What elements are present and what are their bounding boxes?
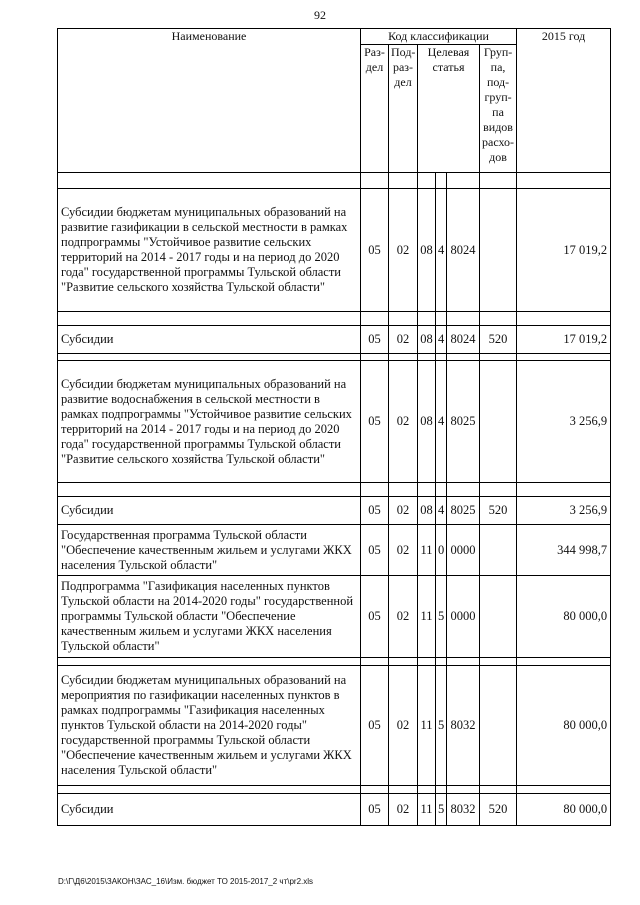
row-amount: 3 256,9	[517, 361, 611, 483]
row-section: 05	[361, 361, 389, 483]
row-expense-group	[480, 361, 517, 483]
row-expense-group: 520	[480, 794, 517, 826]
row-direction-code: 0000	[447, 576, 480, 658]
row-subprogram-code: 4	[436, 326, 447, 354]
row-amount: 80 000,0	[517, 576, 611, 658]
table-row	[58, 189, 611, 312]
row-program-code: 11	[418, 794, 436, 826]
row-section: 05	[361, 666, 389, 786]
row-program-code: 11	[418, 525, 436, 576]
row-amount: 17 019,2	[517, 189, 611, 312]
row-subsection: 02	[389, 326, 418, 354]
row-direction-code: 8025	[447, 361, 480, 483]
row-name: Подпрограмма "Газификация населенных пунктов Тульской области на 2014-2020 годы" государственной программы Тульской области "Обеспечение качественным жильем и услугами ЖКХ населения Тульской области"	[58, 576, 361, 658]
row-subsection: 02	[389, 361, 418, 483]
table-row	[58, 497, 611, 525]
row-amount: 344 998,7	[517, 525, 611, 576]
table-row	[58, 666, 611, 786]
row-name: Субсидии	[58, 326, 361, 354]
row-subprogram-code: 4	[436, 497, 447, 525]
row-name: Государственная программа Тульской области "Обеспечение качественным жильем и услугами ЖКХ населения Тульской области"	[58, 525, 361, 576]
row-section: 05	[361, 576, 389, 658]
row-name: Субсидии бюджетам муниципальных образований на мероприятия по газификации населенных пунктов в рамках подпрограммы "Газификация населенных пунктов Тульской области на 2014-2020 годы" государственной программы Тульской области "Обеспечение качественным жильем и услугами ЖКХ населения Тульской области"	[58, 666, 361, 786]
row-direction-code: 8024	[447, 189, 480, 312]
row-expense-group: 520	[480, 326, 517, 354]
row-subsection: 02	[389, 794, 418, 826]
row-name: Субсидии бюджетам муниципальных образований на развитие водоснабжения в сельской местности в рамках подпрограммы "Устойчивое развитие сельских территорий на 2014 - 2017 годы и на период до 2020 года" государственной программы Тульской области "Развитие сельского хозяйства Тульской области"	[58, 361, 361, 483]
row-direction-code: 0000	[447, 525, 480, 576]
row-subprogram-code: 0	[436, 525, 447, 576]
row-section: 05	[361, 189, 389, 312]
row-subprogram-code: 4	[436, 189, 447, 312]
table-row	[58, 326, 611, 354]
row-direction-code: 8032	[447, 666, 480, 786]
header-name: Наименование	[58, 29, 361, 173]
row-section: 05	[361, 794, 389, 826]
footer-file-path: D:\Г\Д6\2015\ЗАКОН\ЗАС_16\Изм. бюджет ТО 2015-2017_2 чт\pr2.xls	[58, 877, 314, 886]
row-amount: 17 019,2	[517, 326, 611, 354]
row-program-code: 08	[418, 361, 436, 483]
row-expense-group	[480, 525, 517, 576]
header-section: Раз- дел	[361, 45, 389, 173]
row-direction-code: 8025	[447, 497, 480, 525]
table-row	[58, 576, 611, 658]
page-number: 92	[314, 8, 326, 22]
row-section: 05	[361, 326, 389, 354]
row-amount: 80 000,0	[517, 794, 611, 826]
budget-table	[57, 28, 611, 826]
row-direction-code: 8032	[447, 794, 480, 826]
row-expense-group	[480, 666, 517, 786]
table-row	[58, 525, 611, 576]
row-expense-group	[480, 576, 517, 658]
row-section: 05	[361, 525, 389, 576]
header-subsection: Под- раз- дел	[389, 45, 418, 173]
row-subprogram-code: 5	[436, 794, 447, 826]
header-classification: Код классификации	[361, 29, 517, 45]
row-program-code: 11	[418, 576, 436, 658]
row-subprogram-code: 5	[436, 576, 447, 658]
row-amount: 3 256,9	[517, 497, 611, 525]
table-row	[58, 794, 611, 826]
header-expense-group: Груп- па, под- груп- па видов расхо- дов	[480, 45, 517, 173]
row-expense-group	[480, 189, 517, 312]
row-subsection: 02	[389, 666, 418, 786]
row-name: Субсидии бюджетам муниципальных образований на развитие газификации в сельской местности в рамках подпрограммы "Устойчивое развитие сельских территорий на 2014 - 2017 годы и на период до 2020 года" государственной программы Тульской области "Развитие сельского хозяйства Тульской области"	[58, 189, 361, 312]
row-expense-group: 520	[480, 497, 517, 525]
row-subsection: 02	[389, 576, 418, 658]
row-amount: 80 000,0	[517, 666, 611, 786]
table-row	[58, 361, 611, 483]
row-section: 05	[361, 497, 389, 525]
row-program-code: 08	[418, 189, 436, 312]
row-subprogram-code: 4	[436, 361, 447, 483]
row-direction-code: 8024	[447, 326, 480, 354]
row-program-code: 08	[418, 326, 436, 354]
header-target-article: Целевая статья	[418, 45, 480, 173]
row-subprogram-code: 5	[436, 666, 447, 786]
row-name: Субсидии	[58, 497, 361, 525]
row-subsection: 02	[389, 525, 418, 576]
row-program-code: 11	[418, 666, 436, 786]
row-subsection: 02	[389, 189, 418, 312]
row-program-code: 08	[418, 497, 436, 525]
header-year: 2015 год	[517, 29, 611, 173]
row-subsection: 02	[389, 497, 418, 525]
row-name: Субсидии	[58, 794, 361, 826]
